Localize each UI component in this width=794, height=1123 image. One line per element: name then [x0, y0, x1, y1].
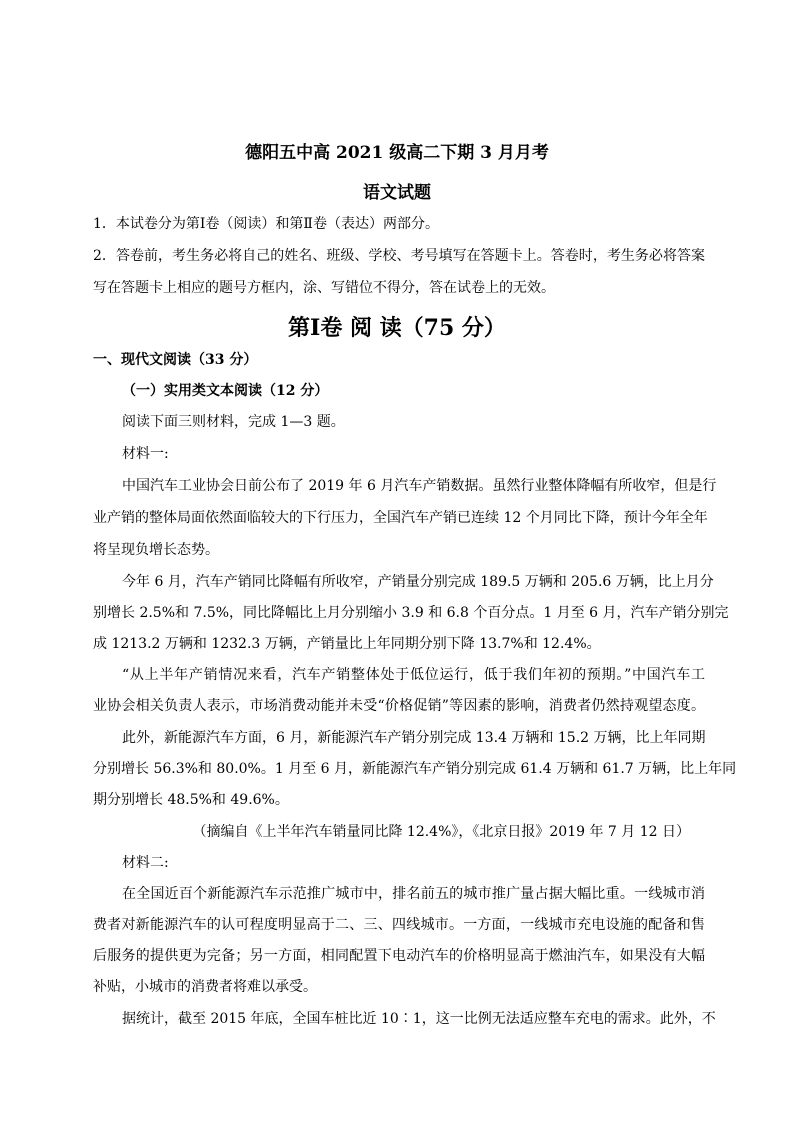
paragraph-line: 在全国近百个新能源汽车示范推广城市中，排名前五的城市推广量占据大幅比重。一线城市消	[122, 886, 705, 902]
source-citation: （摘编自《上半年汽车销量同比降 12.4%》，《北京日报》2019 年 7 月 12 日）	[192, 824, 690, 840]
note-2-line-1: 2．答卷前，考生务必将自己的姓名、班级、学校、考号填写在答题卡上。答卷时，考生务必将答案	[93, 248, 705, 264]
paragraph-line: 成 1213.2 万辆和 1232.3 万辆，产销量比上年同期分别下降 13.7%和 12.4%。	[93, 636, 601, 652]
paragraph-line: “从上半年产销情况来看，汽车产销整体处于低位运行，低于我们年初的预期。”中国汽车工	[122, 667, 705, 683]
paragraph-line: 别增长 2.5%和 7.5%，同比降幅比上月分别缩小 3.9 和 6.8 个百分点。1 月至 6 月，汽车产销分别完	[93, 605, 729, 621]
paragraph-line: 此外，新能源汽车方面，6 月，新能源汽车产销分别完成 13.4 万辆和 15.2 万辆，比上年同期	[122, 730, 706, 746]
exam-subtitle: 语文试题	[363, 183, 431, 203]
paragraph-line: 分别增长 56.3%和 80.0%。1 月至 6 月，新能源汽车产销分别完成 61.4 万辆和 61.7 万辆，比上年同	[93, 761, 737, 777]
paragraph-line: 据统计，截至 2015 年底，全国车桩比近 10∶1，这一比例无法适应整车充电的需求。此外，不	[122, 1011, 716, 1027]
note-2-line-2: 写在答题卡上相应的题号方框内，涂、写错位不得分，答在试卷上的无效。	[93, 280, 555, 296]
section-heading: 一、现代文阅读（33 分）	[93, 352, 258, 368]
subsection-heading: （一）实用类文本阅读（12 分）	[122, 383, 329, 399]
material-label: 材料一:	[122, 446, 169, 462]
paragraph-line: 期分别增长 48.5%和 49.6%。	[93, 792, 289, 808]
part-title: 第Ⅰ卷 阅 读（75 分）	[288, 315, 506, 341]
paragraph-line: 将呈现负增长态势。	[93, 542, 219, 558]
material-label: 材料二:	[122, 855, 169, 871]
paragraph-line: 业产销的整体局面依然面临较大的下行压力，全国汽车产销已连续 12 个月同比下降，预计今年全年	[93, 510, 708, 526]
paragraph-line: 今年 6 月，汽车产销同比降幅有所收窄，产销量分别完成 189.5 万辆和 205.6 万辆，比上月分	[122, 574, 714, 590]
paragraph-line: 后服务的提供更为完备；另一方面，相同配置下电动汽车的价格明显高于燃油汽车，如果没有大幅	[93, 948, 705, 964]
note-1: 1．本试卷分为第Ⅰ卷（阅读）和第Ⅱ卷（表达）两部分。	[93, 216, 439, 232]
paragraph-line: 业协会相关负责人表示，市场消费动能并未受“价格促销”等因素的影响，消费者仍然持观望态度。	[93, 698, 705, 714]
paragraph-line: 中国汽车工业协会日前公布了 2019 年 6 月汽车产销数据。虽然行业整体降幅有所收窄，但是行	[122, 478, 717, 494]
instruction: 阅读下面三则材料，完成 1—3 题。	[122, 414, 345, 430]
paragraph-line: 补贴，小城市的消费者将难以承受。	[93, 979, 317, 995]
exam-title: 德阳五中高 2021 级高二下期 3 月月考	[245, 143, 549, 163]
paragraph-line: 费者对新能源汽车的认可程度明显高于二、三、四线城市。一方面，一线城市充电设施的配备和售	[93, 917, 705, 933]
